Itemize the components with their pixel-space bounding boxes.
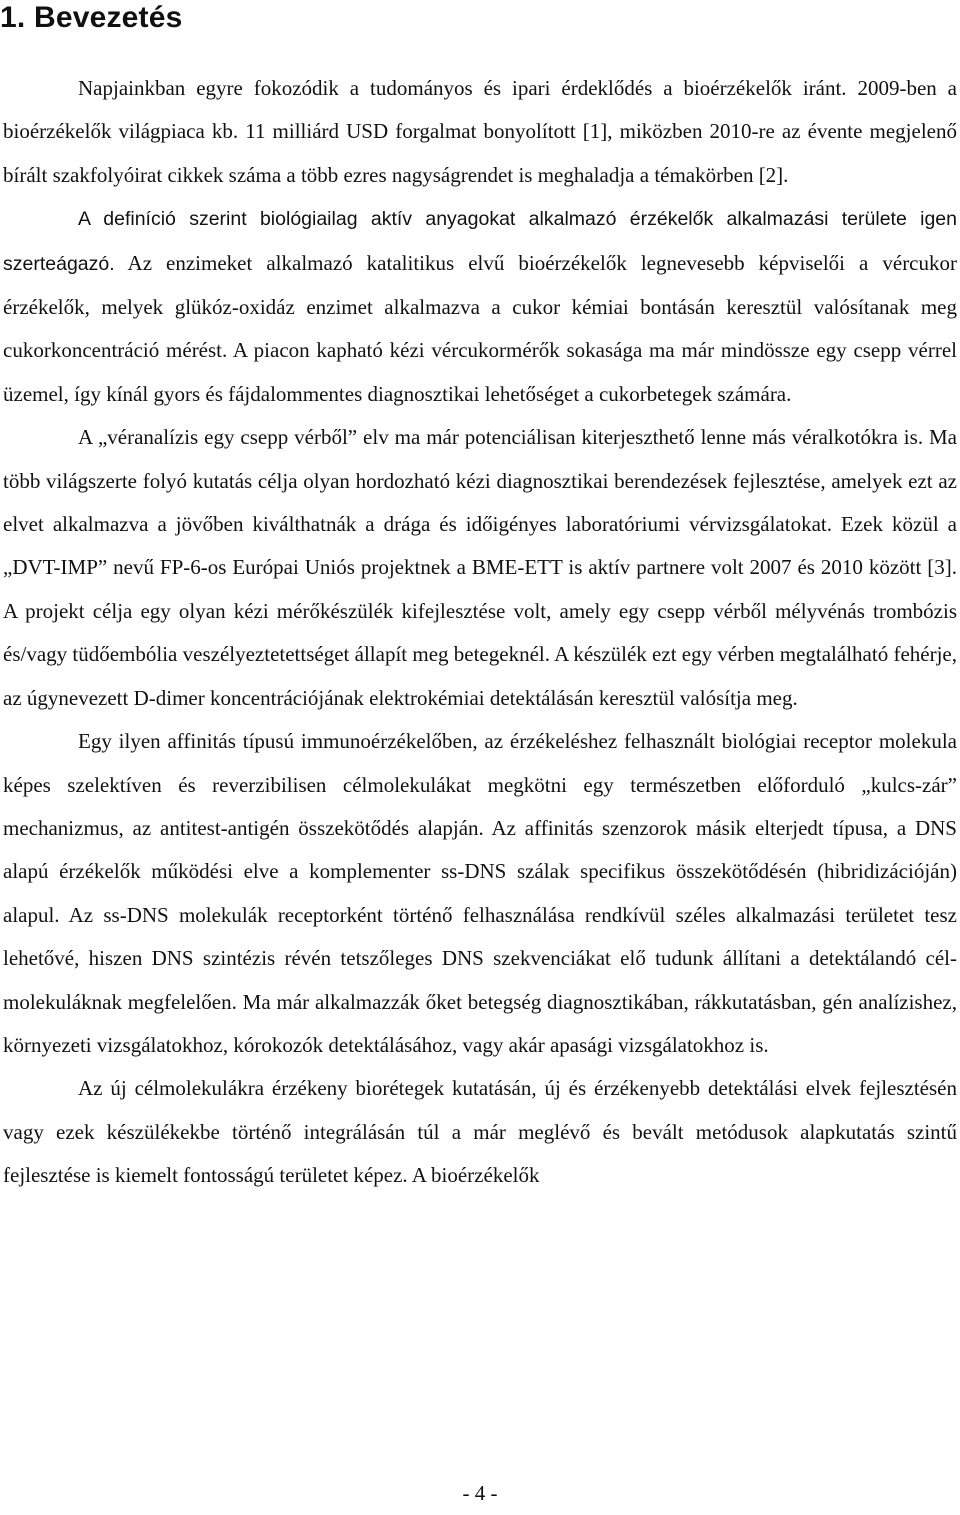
paragraph-2 — [3, 197, 957, 416]
paragraph-1-text: Napjainkban egyre fokozódik a tudományos és ipari érdeklődés a bioérzékelők iránt. 2009-ben a bioérzékelők világpiaca kb. 11 milliárd USD forgalmat bonyolított [1], miközben 2010-re az évente megjelenő bírált szakfolyóirat cikkek száma a több ezres nagyságrendet is meghaladja a témakörben [2]. — [3, 76, 957, 187]
paragraph-4-text: Egy ilyen affinitás típusú immunoérzékelőben, az érzékeléshez felhasznált biológiai receptor molekula képes szelektíven és reverzibilisen célmolekulákat megkötni egy természetben előforduló „kulcs-zár” mechanizmus, az antitest-antigén összekötődés alapján. Az affinitás szenzorok másik elterjedt típusa, a DNS alapú érzékelők működési elve a komplementer ss-DNS szálak specifikus összekötődésén (hibridizációján) alapul. Az ss-DNS molekulák receptorként történő felhasználása rendkívül széles alkalmazási területet tesz lehetővé, hiszen DNS szintézis révén tetszőleges DNS szekvenciákat elő tudunk állítani a detektálandó cél-molekuláknak megfelelően. Ma már alkalmazzák őket betegség diagnosztikában, rákkutatásban, gén analízishez, környezeti vizsgálatokhoz, kórokozók detektálásához, vagy akár apasági vizsgálatokhoz is. — [3, 729, 957, 1057]
paragraph-2-text: Az enzimeket alkalmazó katalitikus elvű bioérzékelők legnevesebb képviselői a vércukor érzékelők, melyek glükóz-oxidáz enzimet alkalmazva a cukor kémiai bontásán keresztül valósítanak meg cukorkoncentráció mérést. A piacon kapható kézi vércukormérők sokasága ma már mindössze egy csepp vérrel üzemel, így kínál gyors és fájdalommentes diagnosztikai lehetőséget a cukorbetegek számára. — [3, 250, 957, 406]
paragraph-2-lead-text: A definíció szerint biológiailag aktív anyagokat alkalmazó érzékelők alkalmazási területe igen szerteágazó. — [3, 208, 957, 275]
paragraph-3 — [3, 416, 957, 720]
body-text — [3, 67, 957, 1198]
paragraph-3-text: A „véranalízis egy csepp vérből” elv ma már potenciálisan kiterjeszthető lenne más véralkotókra is. Ma több világszerte folyó kutatás célja olyan hordozható kézi diagnosztikai berendezések fejlesztése, amelyek ezt az elvet alkalmazva a jövőben kiválthatnák a drága és időigényes laboratóriumi vérvizsgálatokat. Ezek közül a „DVT-IMP” nevű FP-6-os Európai Uniós projektnek a BME-ETT is aktív partnere volt 2007 és 2010 között [3]. A projekt célja egy olyan kézi mérőkészülék kifejlesztése volt, amely egy csepp vérből mélyvénás trombózis és/vagy tüdőembólia veszélyeztetettséget állapít meg betegeknél. A készülék ezt egy vérben megtalálható fehérje, az úgynevezett D-dimer koncentrációjának elektrokémiai detektálásán keresztül valósítja meg. — [3, 425, 957, 710]
paragraph-5-text: Az új célmolekulákra érzékeny biorétegek kutatásán, új és érzékenyebb detektálási elvek fejlesztésén vagy ezek készülékekbe történő integrálásán túl a már meglévő és bevált metódusok alapkutatás szintű fejlesztése is kiemelt fontosságú területet képez. A bioérzékelők — [3, 1076, 957, 1188]
paragraph-4 — [3, 720, 957, 1067]
paragraph-5 — [3, 1067, 957, 1197]
section-heading: 1. Bevezetés — [0, 1, 183, 34]
page-number: - 4 - — [462, 1481, 498, 1505]
paragraph-1 — [3, 67, 957, 197]
